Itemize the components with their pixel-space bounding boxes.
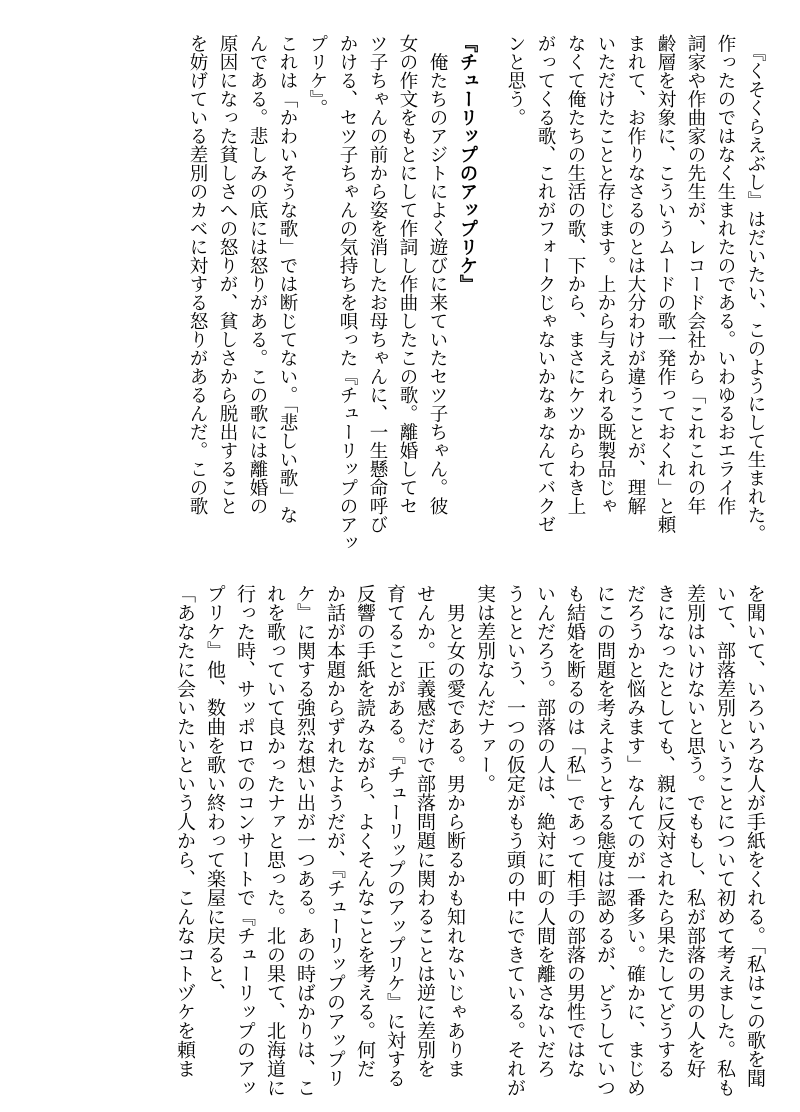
text-line: プリケ』。 (307, 34, 328, 118)
text-line: ケ』に関する強烈な想い出が一つある。あの時ばかりは、こ (294, 584, 316, 1097)
section-heading: 『チューリップのアップリケ』 (457, 34, 478, 293)
text-line: いて、部落差別ということについて初めて考えました。私も (714, 584, 736, 1097)
text-line: にこの問題を考えようとする態度は認めるが、どうしていつ (594, 584, 616, 1097)
text-line: 差別はいけないと思う。でももし、私が部落の男の人を好 (684, 584, 706, 1078)
text-line: いただけたことと存じます。上から与えられる既製品じゃ (595, 34, 616, 515)
lower-text-block (170, 584, 770, 1104)
text-line: 『くそくらえぶし』はだいたい、このようにして生まれた。 (745, 34, 766, 543)
text-line: なくて俺たちの生活の歌、下から、まさにケツからわき上 (565, 34, 586, 515)
text-line: ツ子ちゃんの前から姿を消したお母ちゃんに、一生懸命呼び (367, 34, 388, 534)
text-line: も結婚を断るのは「私」であって相手の部落の男性ではな (564, 584, 586, 1078)
text-line: れを歌っていて良かったナァと思った。北の果て、北海道に (264, 584, 286, 1097)
text-line: これは「かわいそうな歌」では断じてない。「悲しい歌」な (277, 34, 298, 525)
text-line: うとという、一つの仮定がもう頭の中にできている。それが (504, 584, 526, 1097)
text-line: 俺たちのアジトによく遊びに来ていたセツ子ちゃん。彼 (427, 34, 448, 515)
text-line: だろうかと悩みます」なんてのが一番多い。確かに、まじめ (624, 584, 646, 1097)
text-line: 育てることがある。『チューリップのアップリケ』に対する (384, 584, 406, 1088)
text-line: ンと思う。 (505, 34, 526, 127)
upper-text-block (182, 34, 770, 554)
text-line: がってくる歌、これがフォークじゃないかなぁなんてバクゼ (535, 34, 556, 534)
text-line: 原因になった貧しさへの怒りが、貧しさから脱出すること (217, 34, 238, 515)
text-line: 「あなたに会いたいという人から、こんなコトヅケを頼ま (174, 584, 196, 1078)
text-line: 行った時、サッポロでのコンサートで『チューリップのアッ (234, 584, 256, 1097)
text-line: きになったとしても、親に反対されたら果たしてどうする (654, 584, 676, 1078)
text-line: まれて、お作りなさるのとは大分わけが違うことが、理解 (625, 34, 646, 515)
text-line: を妨げている差別のカベに対する怒りがあるんだ。この歌 (187, 34, 208, 515)
text-line: いんだろう。部落の人は、絶対に町の人間を離さないだろ (534, 584, 556, 1078)
text-line: プリケ』他、数曲を歌い終わって楽屋に戻ると、 (204, 584, 226, 1002)
text-line: 齢層を対象に、こういうムードの歌一発作っておくれ」と頼 (655, 34, 676, 534)
text-line: 実は差別なんだナァー。 (474, 584, 496, 793)
section-gap (482, 34, 500, 554)
text-line: かける、セツ子ちゃんの気持ちを唄った『チューリップのアッ (337, 34, 358, 552)
text-line: 詞家や作曲家の先生が、レコード会社から「これこれの年 (685, 34, 706, 515)
text-line: 男と女の愛である。男から断るかも知れないじゃありま (444, 584, 466, 1078)
text-line: 反響の手紙を読みながら、よくそんなことを考える。何だ (354, 584, 376, 1078)
text-line: を聞いて、いろいろな人が手紙をくれる。「私はこの歌を聞 (744, 584, 766, 1088)
text-line: か話が本題からずれたようだが、『チューリップのアップリ (324, 584, 346, 1088)
text-line: せんか。正義感だけで部落問題に関わることは逆に差別を (414, 584, 436, 1078)
text-line: んである。悲しみの底には怒りがある。この歌には離婚の (247, 34, 268, 515)
text-line: 作ったのではなく生まれたのである。いわゆるおエライ作 (715, 34, 736, 515)
text-line: 女の作文をもとにして作詞し作曲したこの歌。離婚してセ (397, 34, 418, 515)
